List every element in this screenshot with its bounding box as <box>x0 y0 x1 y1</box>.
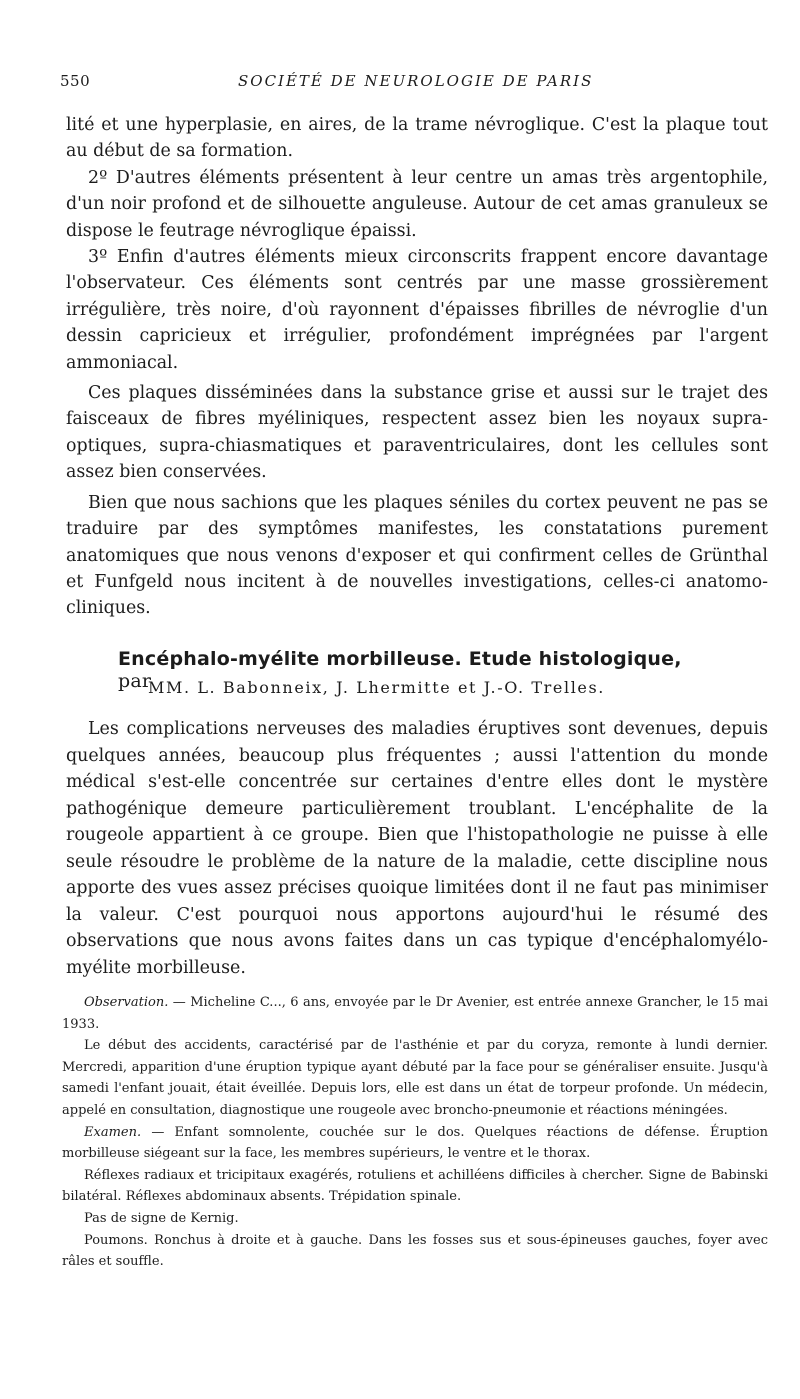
observation-paragraph <box>62 1122 768 1165</box>
article-authors: MM. L. Babonneix, J. Lhermitte et J.-O. Trelles. <box>148 678 605 697</box>
article-title-par: par <box>118 670 152 692</box>
paragraph: Les complications nerveuses des maladies éruptives sont devenues, depuis quelques années, beaucoup plus fréquentes ; aussi l'attention du monde médical s'est-elle concentrée sur certaines d'entre elles dont le mystère pathogénique demeure particulièrement troublant. L'encéphalite de la rougeole appartient à ce groupe. Bien que l'histopathologie ne puisse à elle seule résoudre le problème de la nature de la maladie, cette discipline nous apporte des vues assez précises quoique limitées dont il ne faut pas minimiser la valeur. C'est pourquoi nous apportons aujourd'hui le résumé des observations que nous avons faites dans un cas typique d'encéphalomyélo-myélite morbilleuse. <box>66 719 768 978</box>
article-intro <box>66 716 768 981</box>
observation-text: — Micheline C..., 6 ans, envoyée par le Dr Avenier, est entrée annexe Grancher, le 15 mai 1933. <box>62 995 768 1032</box>
running-title: SOCIÉTÉ DE NEUROLOGIE DE PARIS <box>238 72 594 90</box>
observation-paragraph <box>62 992 768 1035</box>
paragraph: Bien que nous sachions que les plaques séniles du cortex peuvent ne pas se traduire par des symptômes manifestes, les constatations purement anatomiques que nous venons d'exposer et qui confirment celles de Grünthal et Funfgeld nous incitent à de nouvelles investigations, celles-ci anatomo-cliniques. <box>66 492 768 619</box>
observation-paragraph: Pas de signe de Kernig. <box>84 1210 239 1226</box>
text-block-continued <box>66 112 768 622</box>
exam-text: — Enfant somnolente, couchée sur le dos. Quelques réactions de défense. Éruption morbilleuse siégeant sur la face, les membres supérieurs, le ventre et le thorax. <box>62 1124 768 1162</box>
article-title-text: Encéphalo-myélite morbilleuse. Etude histologique, <box>118 648 682 670</box>
paragraph: 3º Enfin d'autres éléments mieux circonscrits frappent encore davantage l'observateur. Ces éléments sont centrés par une masse grossièrement irrégulière, très noire, d'où rayonnent d'épaisses fibrilles de névroglie d'un dessin capricieux et irrégulier, profondément imprégnées par l'argent ammoniacal. <box>66 247 768 373</box>
paragraph: lité et une hyperplasie, en aires, de la trame névroglique. C'est la plaque tout au début de sa formation. <box>66 115 768 162</box>
paragraph: Ces plaques disséminées dans la substance grise et aussi sur le trajet des faisceaux de fibres myéliniques, respectent assez bien les noyaux supra-optiques, supra-chiasmatiques et paraventriculaires, dont les cellules sont assez bien conservées. <box>66 383 768 483</box>
page-number: 550 <box>60 72 91 90</box>
observation-label: Observation. <box>84 995 169 1010</box>
observation-block <box>62 992 768 1273</box>
observation-paragraph: Réflexes radiaux et tricipitaux exagérés, rotuliens et achilléens difficiles à chercher. Signe de Babinski bilatéral. Réflexes abdominaux absents. Trépidation spinale. <box>62 1167 768 1205</box>
exam-label: Examen. <box>84 1124 142 1140</box>
observation-paragraph: Le début des accidents, caractérisé par de l'asthénie et par du coryza, remonte à lundi dernier. Mercredi, apparition d'une éruption typique ayant débuté par la face pour se généraliser ensuite. Jusqu'à samedi l'enfant jouait, était éveillée. Depuis lors, elle est dans un état de torpeur profonde. Un médecin, appelé en consultation, diagnostique une rougeole avec broncho-pneumonie et réactions méningées. <box>62 1038 768 1118</box>
paragraph: 2º D'autres éléments présentent à leur centre un amas très argentophile, d'un noir profond et de silhouette anguleuse. Autour de cet amas granuleux se dispose le feutrage névroglique épaissi. <box>66 167 768 241</box>
observation-paragraph: Poumons. Ronchus à droite et à gauche. Dans les fosses sus et sous-épineuses gauches, foyer avec râles et souffle. <box>62 1232 768 1270</box>
